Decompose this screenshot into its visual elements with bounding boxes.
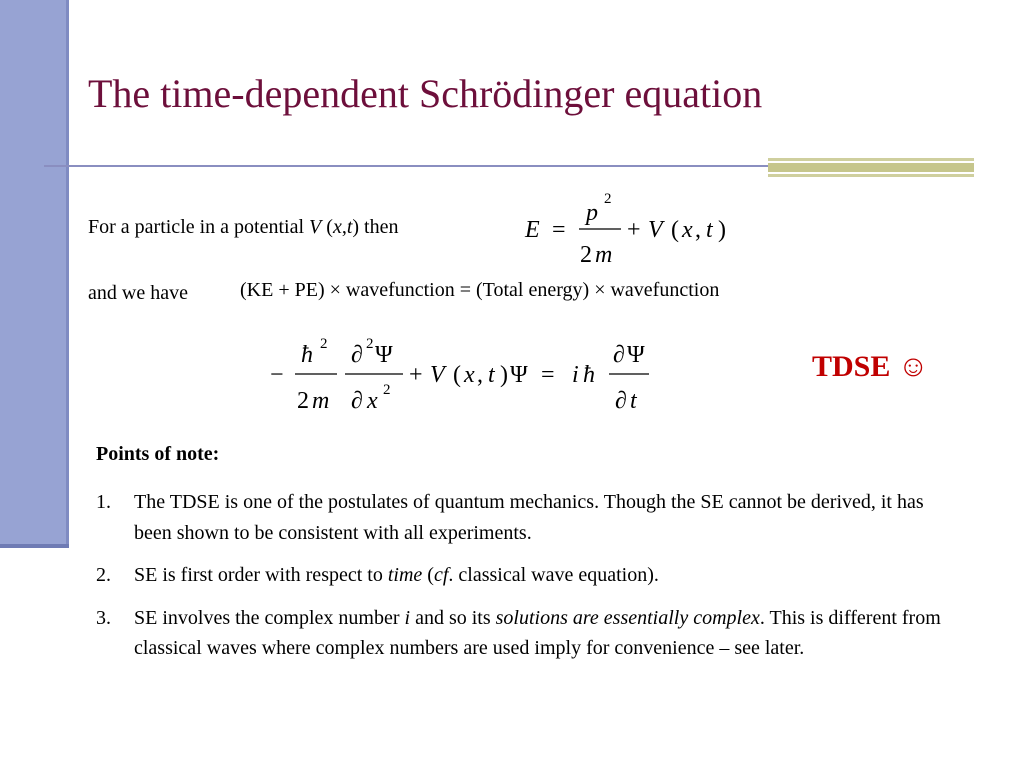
eq-V: V xyxy=(648,217,663,243)
side-decoration-foot xyxy=(0,544,69,548)
intro-prefix: For a particle in a potential xyxy=(88,216,310,238)
tdse-i: i xyxy=(572,362,579,388)
note-item xyxy=(96,560,956,591)
tdse-label: TDSE ☺ xyxy=(812,350,929,383)
note-text xyxy=(134,560,956,591)
note-number: 1. xyxy=(96,491,111,513)
intro-x: x xyxy=(332,216,342,238)
note-number: 2. xyxy=(96,564,111,586)
notes-list xyxy=(96,487,956,676)
note-emphasis-cf: cf xyxy=(433,564,449,586)
tdse-hbar-2: ħ xyxy=(583,362,595,388)
energy-equation xyxy=(515,180,745,275)
tdse-x2: x xyxy=(464,362,475,388)
side-decoration-edge xyxy=(66,0,69,548)
tdse-rp: ) xyxy=(500,362,508,388)
tdse-equation xyxy=(265,330,665,422)
note-emphasis-time: time xyxy=(387,564,423,586)
tdse-m: m xyxy=(312,388,330,414)
side-decoration-bar xyxy=(0,0,66,548)
and-we-have-text: and we have xyxy=(88,282,188,304)
tdse-partial-1: ∂ xyxy=(351,342,363,368)
note-item xyxy=(96,487,956,548)
tdse-partial-2: ∂ xyxy=(351,388,363,414)
eq-rp: ) xyxy=(718,217,726,243)
notes-heading: Points of note: xyxy=(96,443,220,465)
note-text-post: . This is different from classical waves where complex numbers are used imply for convenience – see later. xyxy=(134,606,941,659)
slide-title: The time-dependent Schrödinger equation xyxy=(88,71,763,116)
note-text-pre: SE involves the complex number xyxy=(134,606,405,629)
eq-comma: , xyxy=(695,217,701,243)
tdse-partial-4: ∂ xyxy=(615,388,627,414)
tdse-comma: , xyxy=(477,362,483,388)
note-number: 3. xyxy=(96,606,111,629)
intro-V: V xyxy=(309,216,322,238)
note-text-pre: SE is first order with respect to xyxy=(134,564,388,586)
intro-sentence xyxy=(88,216,398,239)
tdse-t2: t xyxy=(630,388,637,414)
tdse-t: t xyxy=(488,362,495,388)
intro-open: ( xyxy=(321,216,333,238)
eq-den-m: m xyxy=(595,242,613,268)
note-text: The TDSE is one of the postulates of quantum mechanics. Though the SE cannot be derived, it has been shown to be consistent with all experiments. xyxy=(134,491,924,544)
note-text-post: . classical wave equation). xyxy=(448,564,659,586)
tdse-hbar: ħ xyxy=(301,342,313,368)
tdse-psi-1: Ψ xyxy=(375,342,393,368)
note-emphasis-complex: solutions are essentially complex xyxy=(495,606,760,629)
intro-t: t xyxy=(346,216,353,238)
tdse-plus: + xyxy=(409,362,423,388)
accent-stripes xyxy=(768,158,974,177)
eq-plus: + xyxy=(627,217,641,243)
eq-E: E xyxy=(525,217,540,243)
tdse-x: x xyxy=(367,388,378,414)
eq-p: p xyxy=(586,200,598,226)
note-text-mid: and so its xyxy=(410,606,496,629)
note-item xyxy=(96,603,956,664)
note-text xyxy=(134,603,956,664)
tdse-partial-exp: 2 xyxy=(366,336,374,352)
tdse-V: V xyxy=(430,362,445,388)
tdse-two: 2 xyxy=(297,388,309,414)
eq-p-exp: 2 xyxy=(604,191,612,207)
eq-lp: ( xyxy=(671,217,679,243)
tdse-x-exp: 2 xyxy=(383,382,391,398)
tdse-hbar-exp: 2 xyxy=(320,336,328,352)
eq-x: x xyxy=(682,217,693,243)
tdse-partial-3: ∂ xyxy=(613,342,625,368)
intro-comma: , xyxy=(341,216,347,238)
note-text-mid: ( xyxy=(422,564,434,586)
tdse-equals: = xyxy=(541,362,555,388)
tdse-psi-3: Ψ xyxy=(627,342,645,368)
eq-den-2: 2 xyxy=(580,242,592,268)
note-emphasis-i: i xyxy=(404,606,411,629)
tdse-psi-2: Ψ xyxy=(510,362,528,388)
intro-suffix: ) then xyxy=(352,216,399,238)
eq-equals: = xyxy=(552,217,566,243)
tdse-lp: ( xyxy=(453,362,461,388)
ke-pe-statement: (KE + PE) × wavefunction = (Total energy) × wavefunction xyxy=(240,279,720,301)
tdse-minus: − xyxy=(270,362,284,388)
eq-t: t xyxy=(706,217,713,243)
